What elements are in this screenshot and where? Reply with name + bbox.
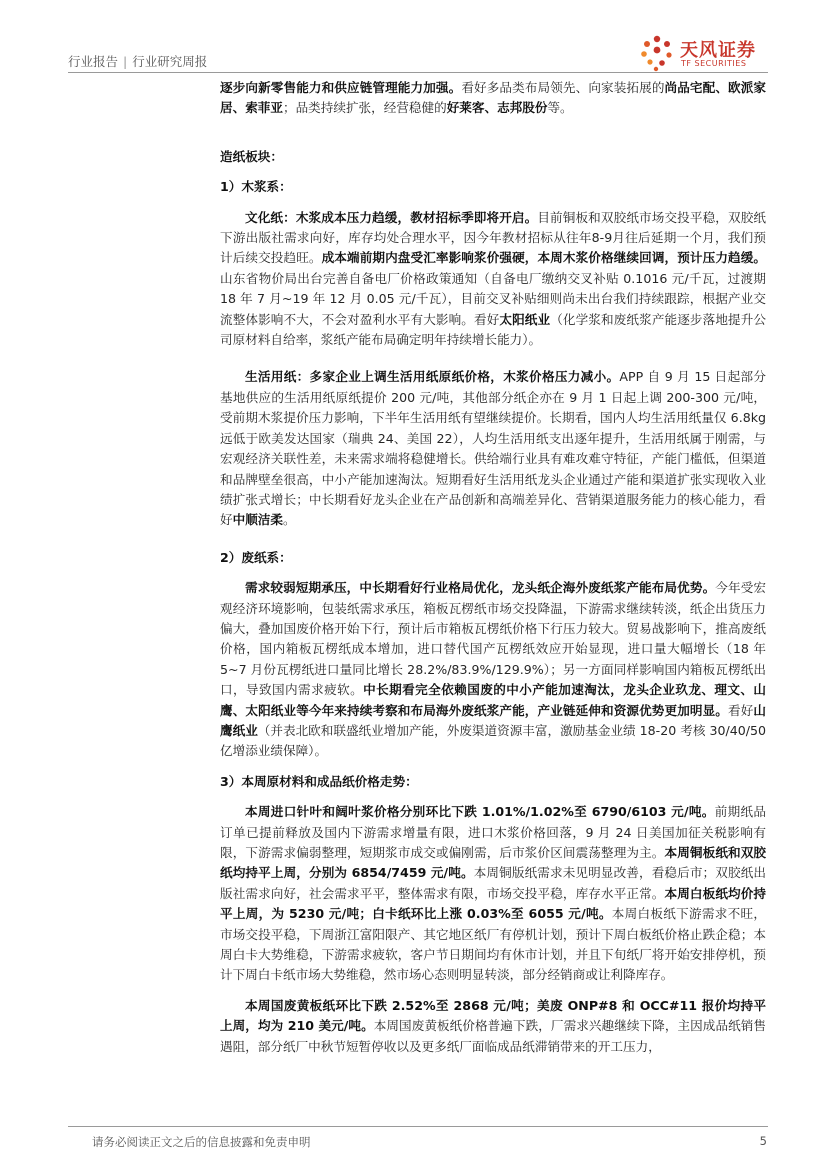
bold-text-run: 山鹰纸业 [220, 702, 767, 738]
spacer [220, 568, 766, 578]
wood-pulp-title: 1）木浆系： [220, 179, 292, 195]
header-report-type: 行业研究周报 [132, 54, 208, 69]
bold-text-run: 好莱客、志邦股份 [446, 100, 548, 116]
header-separator: | [123, 54, 128, 69]
waste-paper-title: 2）废纸系： [220, 549, 292, 565]
text-run: 等。 [547, 100, 573, 116]
report-body [220, 78, 766, 1057]
page-header [68, 42, 768, 72]
spacer [220, 792, 766, 802]
text-run: 本周铜版纸需求未见明显改善，看稳后市；双胶纸出版社需求向好，社会需求平平，整体需求有限，市场交投平稳，库存水平正常。 [220, 865, 767, 901]
bold-text-run: 需求较弱短期承压，中长期看好行业格局优化，龙头纸企海外废纸浆产能布局优势。 [245, 580, 716, 596]
bold-text-run: 生活用纸：多家企业上调生活用纸原纸价格，木浆价格压力减小。 [245, 369, 620, 385]
header-category: 行业报告 [68, 54, 119, 69]
footer-disclaimer: 请务必阅读正文之后的信息披露和免责申明 [92, 1135, 311, 1149]
spacer [220, 531, 766, 548]
cultural-paper-paragraph [220, 208, 766, 351]
spacer [220, 198, 766, 208]
bold-text-run: 中顺洁柔 [232, 512, 283, 528]
text-run: 本周国废黄板纸价格普遍下跌，厂需求兴趣继续下降，主因成品纸销售遇阻，部分纸厂中秋节短暂停收以及更多纸厂面临成品纸滞销带来的开工压力， [220, 1018, 766, 1054]
text-run: 本周白板纸下游需求不旺，市场交投平稳，下周浙江富阳限产、其它地区纸厂有停机计划，预计下周白板纸价格止跌企稳；本周白卡大势维稳，下游需求疲软，客户节日期间均有休市计划，并且下旬纸厂将开始安排停机，预计下周白卡纸市场大势维稳，然市场心态则明显转淡，部分经销商或让利降库存。 [220, 906, 766, 983]
text-run: （化学浆和废纸浆产能逐步落地提升公司原材料自给率，浆纸产能布局确定明年持续增长能力）。 [220, 311, 767, 348]
text-run: ；品类持续扩张，经营稳健的 [282, 100, 447, 116]
paper-section-title: 造纸板块： [220, 148, 283, 164]
text-run: （并表北欧和联盛纸业增加产能，外废渠道资源丰富，激励基金业绩 18-20 考核 30/40/50 亿增添业绩保障）。 [220, 722, 767, 759]
text-run: 前期纸品订单已提前释放及国内下游需求增量有限，进口木浆价格回落，9 月 24 日美国加征关税影响有限，下游需求偏弱整理，短期浆市成交或偏刚需，后市浆价区间震荡整理为主。 [220, 804, 767, 860]
spacer [220, 986, 766, 996]
text-run: 山东省物价局出台完善自备电厂价格政策通知（自备电厂缴纳交叉补贴 0.1016 元/千瓦，过渡期 18 年 7 月~19 年 12 月 0.05 元/千瓦），目前交叉补贴细则尚未出台我们持续跟踪，根据产业交流整体影响不大，不会对盈利水平有大影响。看好 [220, 270, 766, 327]
bold-text-run: 本周国废黄板纸环比下跌 2.52%至 2868 元/吨；美废 ONP#8 和 OCC#11 报价均持平上周，均为 210 美元/吨。 [220, 997, 766, 1034]
bold-text-run: 本周进口针叶和阔叶浆价格分别环比下跌 1.01%/1.02%至 6790/6103 元/吨。 [245, 804, 715, 820]
text-run: 。 [282, 512, 296, 528]
company-logo [638, 34, 768, 72]
bold-text-run: 成本端前期内盘受汇率影响浆价强硬，本周木浆价格继续回调，预计压力趋缓。 [321, 250, 767, 266]
price-trend-paragraph-2 [220, 996, 766, 1057]
bold-text-run: 本周白板纸均价持平上周，为 5230 元/吨；白卡纸环比上涨 0.03%至 6055 元/吨。 [220, 885, 767, 922]
page-number: 5 [759, 1134, 767, 1148]
text-run: APP 自 9 月 15 日起部分基地供应的生活用纸原纸提价 200 元/吨，其他部分纸企亦在 9 月 1 日起上调 200-300 元/吨，受前期木浆提价压力影响，下半年生活用纸有望继续提价。长期看，国内人均生活用纸量仅 6.8kg 远低于欧美发达国家（瑞典 24、美国 22），人均生活用纸支出逐年提升，生活用纸属于刚需，与宏观经济关联性差，未来需求端将稳健增长。供给端行业具有难攻难守特征，产能门槛低，但渠道和品牌壁垒很高，中小产能加速淘汰。短期看好生活用纸龙头企业通过产能和渠道扩张实现收入业绩扩张式增长；中长期看好龙头企业在产品创新和高端差异化、营销渠道服务能力的核心能力，看好 [220, 369, 767, 528]
logo-chinese-name: 天风证券 [680, 40, 756, 61]
bold-text-run: 尚品宅配、欧派家居、索菲亚 [220, 80, 767, 116]
tf-logo-icon [638, 34, 676, 72]
text-run: 看好 [728, 702, 754, 718]
spacer [220, 350, 766, 367]
logo-english-name: TF SECURITIES [681, 59, 747, 68]
footer-divider [68, 1126, 768, 1127]
bold-text-run: 太阳纸业 [499, 311, 551, 327]
bold-text-run: 文化纸：木浆成本压力趋缓，教材招标季即将开启。 [245, 209, 538, 225]
text-run: 看好多品类布局领先、向家装拓展的 [461, 80, 665, 95]
price-trend-title: 3）本周原材料和成品纸价格走势： [220, 773, 418, 789]
spacer [220, 762, 766, 772]
tissue-paper-paragraph [220, 367, 766, 530]
header-breadcrumb [68, 52, 207, 70]
text-run: 今年受宏观经济环境影响，包装纸需求承压，箱板瓦楞纸市场交投降温，下游需求继续转淡，纸企出货压力偏大，叠加国废价格开始下行，预计后市箱板瓦楞纸价格下行压力较大。贸易战影响下，推高废纸价格，国内箱板瓦楞纸成本增加，进口替代国产瓦楞纸效应开始显现，进口量大幅增长（18 年 5~7 月份瓦楞纸进口量同比增长 28.2%/83.9%/129.9%）；另一方面同样影响国内箱板瓦楞纸出口，导致国内需求疲软。 [220, 580, 767, 698]
text-run: 目前铜板和双胶纸市场交投平稳，双胶纸下游出版社需求向好，库存均处合理水平，因今年教材招标从往年8-9月往后延期一个月，我们预计后续交投趋旺。 [220, 209, 767, 266]
header-divider [68, 72, 768, 73]
bold-text-run: 中长期看完全依赖国废的中小产能加速淘汰，龙头企业玖龙、理文、山鹰、太阳纸业等今年来持续考察和布局海外废纸浆产能，产业链延伸和资源优势更加明显。 [220, 682, 767, 718]
bold-text-run: 逐步向新零售能力和供应链管理能力加强。 [220, 80, 462, 95]
spacer [220, 119, 766, 147]
bold-text-run: 本周铜板纸和双胶纸均持平上周，分别为 6854/7459 元/吨。 [220, 845, 767, 881]
spacer [220, 167, 766, 177]
intro-paragraph [220, 78, 766, 119]
price-trend-paragraph-1 [220, 802, 766, 986]
waste-paper-paragraph [220, 578, 766, 762]
